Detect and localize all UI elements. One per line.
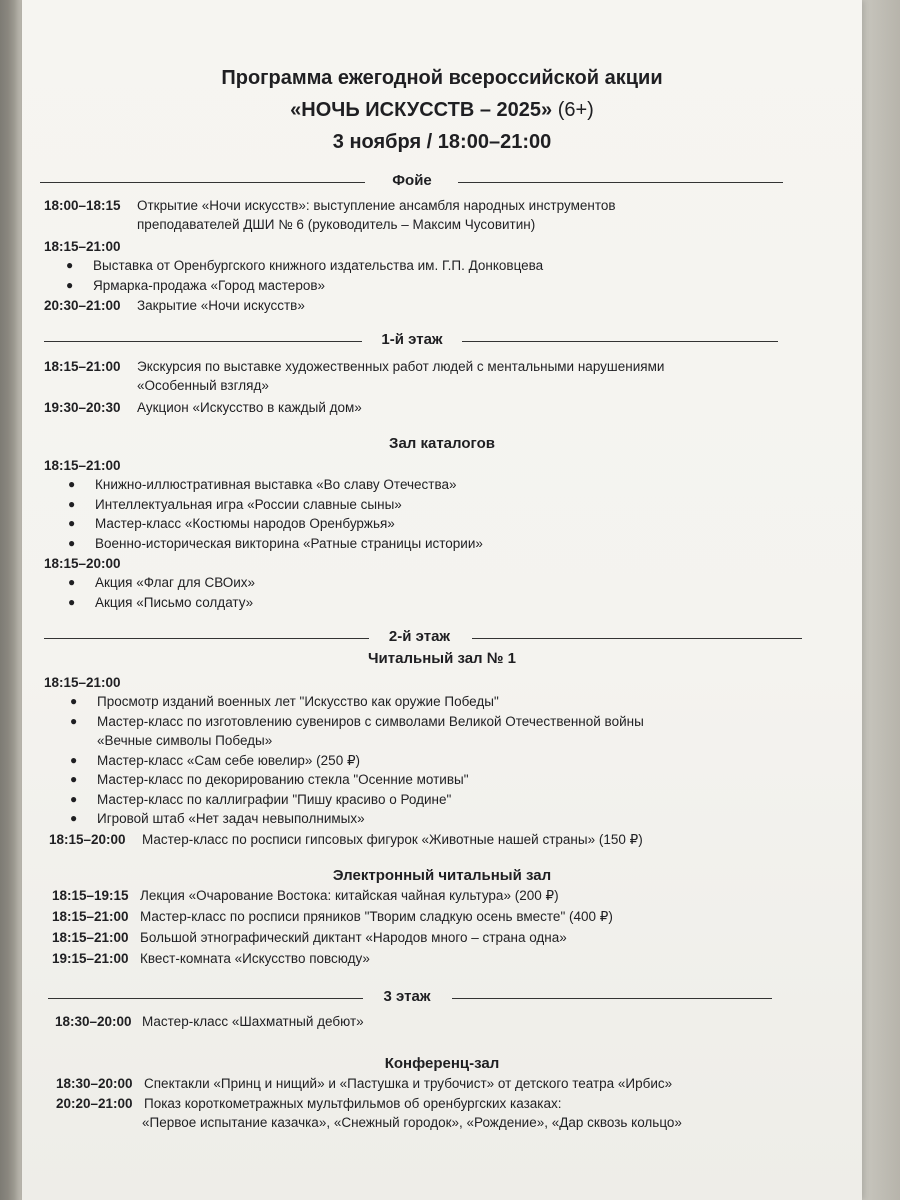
- list-item: ● Мастер-класс «Сам себе ювелир» (250 ₽): [22, 751, 862, 771]
- section-floor1: [22, 357, 862, 417]
- section-conference: [22, 1074, 862, 1132]
- section-catalog: [22, 456, 862, 612]
- time-slot: 18:15–21:00: [44, 359, 121, 374]
- time-slot: 18:15–19:15: [52, 887, 129, 903]
- section-title-floor2: 2-й этаж: [388, 628, 451, 645]
- schedule-row: [22, 949, 862, 968]
- list-item: ● Ярмарка-продажа «Город мастеров»: [22, 276, 862, 296]
- event-text: Большой этнографический диктант «Народов много – страна одна»: [140, 929, 567, 945]
- schedule-row: [22, 830, 862, 849]
- title-line-1: Программа ежегодной всероссийской акции: [221, 67, 663, 89]
- schedule-row: [22, 296, 862, 315]
- event-text: Мастер-класс по росписи пряников "Творим сладкую осень вместе" (400 ₽): [140, 908, 613, 924]
- section-e-hall: [22, 886, 862, 968]
- event-text: Мастер-класс «Шахматный дебют»: [142, 1013, 364, 1029]
- schedule-row: [22, 456, 862, 475]
- section-divider-floor2: [22, 626, 862, 650]
- time-slot: 20:20–21:00: [56, 1095, 133, 1111]
- time-slot: 18:15–20:00: [49, 831, 126, 847]
- list-item: ● Просмотр изданий военных лет "Искусство как оружие Победы": [22, 692, 862, 712]
- event-date: 3 ноября / 18:00–21:00: [332, 131, 552, 153]
- time-slot: 18:15–21:00: [52, 908, 129, 924]
- title-line-2: [22, 94, 862, 126]
- schedule-row: [22, 398, 862, 417]
- event-text: Мастер-класс по росписи гипсовых фигурок «Животные нашей страны» (150 ₽): [142, 831, 643, 847]
- section-divider-foyer: [22, 170, 862, 194]
- time-slot: 18:15–20:00: [44, 556, 121, 571]
- list-item: ● Книжно-иллюстративная выставка «Во славу Отечества»: [22, 475, 862, 495]
- section-title-e-hall: Электронный читальный зал: [332, 866, 552, 884]
- list-item-text: Акция «Флаг для СВОих»: [95, 575, 256, 590]
- time-slot: 18:00–18:15: [44, 198, 121, 213]
- event-text: Экскурсия по выставке художественных работ людей с ментальными нарушениями: [137, 359, 665, 374]
- list-item: ● Акция «Письмо солдату»: [22, 593, 862, 613]
- list-item-text: Военно-историческая викторина «Ратные страницы истории»: [95, 535, 483, 551]
- section-title-floor3: 3 этаж: [383, 987, 431, 1005]
- section-title-reading-hall: Читальный зал № 1: [368, 650, 516, 667]
- event-text: Лекция «Очарование Востока: китайская чайная культура» (200 ₽): [140, 887, 559, 903]
- time-slot: 18:30–20:00: [56, 1075, 133, 1091]
- event-text: Аукцион «Искусство в каждый дом»: [137, 400, 362, 415]
- list-item: ● Интеллектуальная игра «России славные сыны»: [22, 495, 862, 515]
- section-title-conference: Конференц-зал: [384, 1054, 500, 1072]
- background-edge: [862, 0, 900, 1200]
- section-divider-floor1: [22, 329, 862, 353]
- list-item-text: Просмотр изданий военных лет "Искусство как оружие Победы": [97, 694, 499, 709]
- section-floor3: [22, 1012, 862, 1031]
- list-item-text: Выставка от Оренбургского книжного издательства им. Г.П. Донковцева: [93, 258, 544, 273]
- list-item: ● Мастер-класс по изготовлению сувениров с символами Великой Отечественной войны «Вечные символы Победы»: [22, 712, 862, 751]
- list-item: ● Выставка от Оренбургского книжного издательства им. Г.П. Донковцева: [22, 256, 862, 276]
- time-slot: 18:15–21:00: [52, 929, 129, 945]
- list-item-text: Акция «Письмо солдату»: [95, 594, 254, 610]
- event-text: Квест-комната «Искусство повсюду»: [140, 950, 370, 966]
- schedule-row: [22, 886, 862, 905]
- list-item-text: Книжно-иллюстративная выставка «Во славу Отечества»: [95, 477, 457, 492]
- event-text-cont: «Особенный взгляд»: [137, 378, 269, 393]
- list-item: ● Мастер-класс по каллиграфии "Пишу красиво о Родине": [22, 790, 862, 810]
- time-slot: 18:30–20:00: [55, 1013, 132, 1029]
- list-item-text-cont: «Вечные символы Победы»: [97, 733, 273, 748]
- list-item: ● Мастер-класс по декорированию стекла "Осенние мотивы": [22, 770, 862, 790]
- event-text: Закрытие «Ночи искусств»: [137, 298, 305, 313]
- schedule-row: [22, 1074, 862, 1093]
- section-title-foyer: Фойе: [392, 172, 432, 189]
- list-item: ● Акция «Флаг для СВОих»: [22, 573, 862, 593]
- list-item-text: Мастер-класс по каллиграфии "Пишу красиво о Родине": [97, 791, 452, 807]
- schedule-row: [22, 357, 862, 395]
- age-rating: (6+): [557, 99, 594, 121]
- list-item-text: Интеллектуальная игра «России славные сыны»: [95, 496, 402, 512]
- schedule-row: [22, 196, 862, 234]
- time-slot: 20:30–21:00: [44, 298, 121, 313]
- section-divider-floor3: [22, 986, 862, 1010]
- schedule-row: [22, 1094, 862, 1132]
- program-sheet: [22, 0, 862, 1200]
- time-slot: 18:15–21:00: [44, 675, 121, 690]
- section-foyer: [22, 196, 862, 315]
- event-text-cont: «Первое испытание казачка», «Снежный городок», «Рождение», «Дар сквозь кольцо»: [142, 1114, 682, 1130]
- event-text-cont: преподавателей ДШИ № 6 (руководитель – Максим Чусовитин): [137, 217, 536, 232]
- event-text: Открытие «Ночи искусств»: выступление ансамбля народных инструментов: [137, 198, 616, 213]
- list-item: ● Военно-историческая викторина «Ратные страницы истории»: [22, 534, 862, 554]
- schedule-row: [22, 554, 862, 573]
- event-name: «НОЧЬ ИСКУССТВ – 2025»: [290, 99, 553, 121]
- schedule-row: [22, 928, 862, 947]
- schedule-row: [22, 907, 862, 926]
- list-item-text: Игровой штаб «Нет задач невыполнимых»: [97, 811, 365, 826]
- list-item-text: Мастер-класс «Костюмы народов Оренбуржья»: [95, 516, 395, 531]
- schedule-row: [22, 1012, 862, 1031]
- time-slot: 19:15–21:00: [52, 950, 129, 966]
- list-item: ● Игровой штаб «Нет задач невыполнимых»: [22, 809, 862, 829]
- section-title-catalog: Зал каталогов: [389, 435, 495, 452]
- time-slot: 19:30–20:30: [44, 400, 121, 415]
- event-text: Спектакли «Принц и нищий» и «Пастушка и трубочист» от детского театра «Ирбис»: [144, 1075, 673, 1091]
- list-item-text: Мастер-класс по декорированию стекла "Осенние мотивы": [97, 772, 469, 787]
- time-slot: 18:15–21:00: [44, 239, 121, 254]
- schedule-row: [22, 237, 862, 256]
- list-item-text: Мастер-класс «Сам себе ювелир» (250 ₽): [97, 752, 361, 768]
- list-item-text: Мастер-класс по изготовлению сувениров с символами Великой Отечественной войны: [97, 713, 644, 729]
- list-item: ● Мастер-класс «Костюмы народов Оренбуржья»: [22, 514, 862, 534]
- time-slot: 18:15–21:00: [44, 458, 121, 473]
- program-title: [22, 62, 862, 158]
- event-text: Показ короткометражных мультфильмов об оренбургских казаках:: [144, 1095, 562, 1111]
- section-reading-hall: [22, 673, 862, 849]
- schedule-row: [22, 673, 862, 692]
- section-title-floor1: 1-й этаж: [381, 331, 443, 348]
- list-item-text: Ярмарка-продажа «Город мастеров»: [93, 277, 326, 293]
